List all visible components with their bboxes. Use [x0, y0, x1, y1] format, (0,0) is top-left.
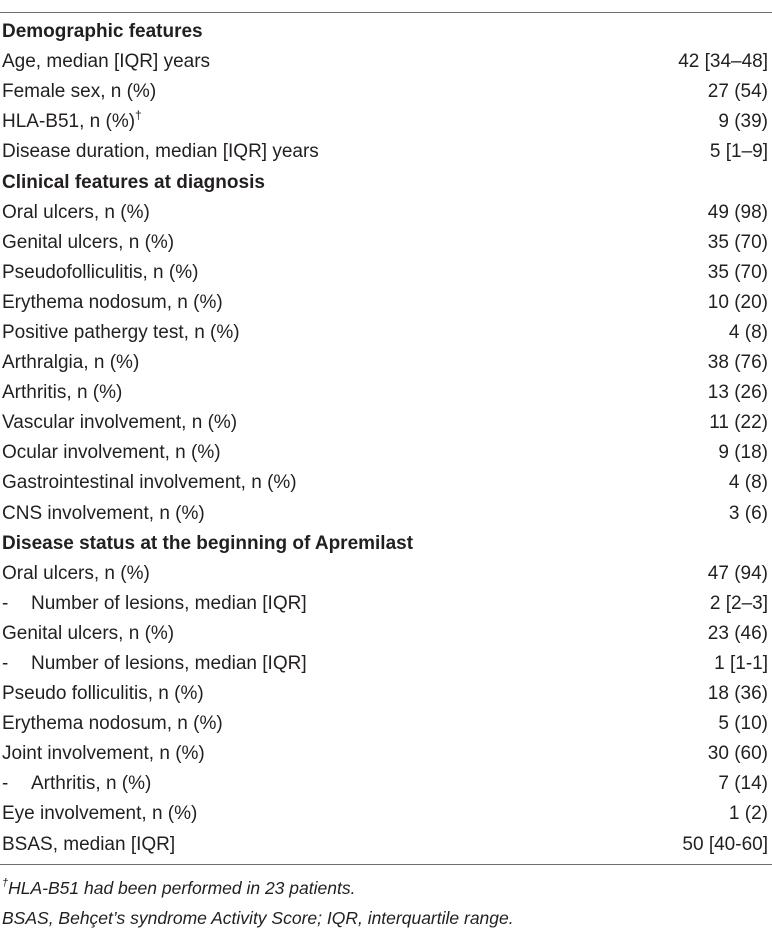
row-value: 4 (8): [728, 472, 768, 494]
sub-item-dash: -: [2, 653, 9, 675]
row-label-text: Arthritis, n (%): [2, 382, 123, 404]
table-row: [0, 378, 772, 408]
row-value: 27 (54): [707, 81, 768, 103]
row-label: [0, 679, 204, 709]
table-row: [0, 499, 772, 529]
table-subrow: [0, 589, 772, 619]
row-label: [0, 499, 205, 529]
row-label: [0, 559, 150, 589]
row-label-text: Female sex, n (%): [2, 81, 157, 103]
row-label-text: Disease duration, median [IQR] years: [2, 141, 319, 163]
table-row: [0, 77, 772, 107]
table-row: [0, 228, 772, 258]
row-value: 2 [2–3]: [709, 592, 768, 614]
row-value: 9 (39): [718, 111, 768, 133]
row-label-text: Pseudofolliculitis, n (%): [2, 261, 199, 283]
row-label-text: Pseudo folliculitis, n (%): [2, 683, 204, 705]
row-label-text: CNS involvement, n (%): [2, 502, 205, 524]
row-label: [0, 228, 174, 258]
row-value: 1 (2): [728, 803, 768, 825]
row-label-text: Oral ulcers, n (%): [2, 201, 150, 223]
table-subrow: [0, 649, 772, 679]
row-label: [0, 348, 139, 378]
row-label: [0, 438, 221, 468]
table-row: [0, 318, 772, 348]
row-label: [0, 378, 122, 408]
row-label: [0, 619, 174, 649]
table-row: [0, 468, 772, 498]
row-label: [0, 739, 205, 769]
row-value: 23 (46): [707, 622, 768, 644]
row-label-text: Demographic features: [2, 21, 203, 43]
row-label-text: Arthralgia, n (%): [2, 352, 140, 374]
row-label-text: Number of lesions, median [IQR]: [31, 592, 307, 614]
table-row: [0, 830, 772, 860]
table-row: [0, 438, 772, 468]
row-label: [0, 318, 240, 348]
row-label: [0, 709, 223, 739]
row-label-text: Erythema nodosum, n (%): [2, 713, 223, 735]
table-row: [0, 258, 772, 288]
row-label-text: Erythema nodosum, n (%): [2, 291, 223, 313]
section-header-row: [0, 529, 772, 559]
table-row: [0, 559, 772, 589]
footnote-dagger-text: HLA-B51 had been performed in 23 patients.: [8, 877, 356, 898]
row-label: [0, 589, 307, 619]
table-row: [0, 799, 772, 829]
row-label-text: Vascular involvement, n (%): [2, 412, 238, 434]
row-label: [0, 198, 150, 228]
row-label: [0, 408, 237, 438]
row-value: 1 [1-1]: [714, 653, 768, 675]
row-value: 30 (60): [707, 743, 768, 765]
footnote-marker: †: [135, 108, 142, 122]
dagger-mark: †: [2, 876, 9, 889]
row-label: [0, 107, 142, 137]
row-value: 3 (6): [728, 502, 768, 524]
row-label-text: Clinical features at diagnosis: [2, 171, 265, 193]
table-row: [0, 679, 772, 709]
table-row: [0, 107, 772, 137]
row-label-text: Number of lesions, median [IQR]: [31, 653, 307, 675]
sub-item-dash: -: [2, 592, 9, 614]
row-label: [0, 137, 319, 167]
row-label-text: Eye involvement, n (%): [2, 803, 198, 825]
row-label: [0, 799, 197, 829]
table-footnotes: [0, 865, 772, 933]
row-value: 47 (94): [707, 562, 768, 584]
row-label: [0, 288, 223, 318]
table-subrow: [0, 769, 772, 799]
row-value: 49 (98): [707, 201, 768, 223]
row-value: 42 [34–48]: [678, 51, 768, 73]
row-label-text: Genital ulcers, n (%): [2, 622, 175, 644]
row-label-text: Oral ulcers, n (%): [2, 562, 150, 584]
row-label: [0, 830, 175, 860]
table-row: [0, 348, 772, 378]
table-row: [0, 739, 772, 769]
row-value: 11 (22): [709, 412, 768, 434]
row-value: 50 [40-60]: [682, 833, 768, 855]
sub-item-dash: -: [2, 773, 9, 795]
table-row: [0, 198, 772, 228]
section-title: [0, 168, 265, 198]
row-label-text: Joint involvement, n (%): [2, 743, 205, 765]
row-value: 35 (70): [707, 261, 768, 283]
row-label-text: Ocular involvement, n (%): [2, 442, 221, 464]
row-label: [0, 258, 198, 288]
row-label: [0, 47, 210, 77]
footnote-abbreviations: BSAS, Behçet’s syndrome Activity Score; IQR, interquartile range.: [2, 907, 514, 928]
row-value: 13 (26): [707, 382, 768, 404]
row-label-text: Genital ulcers, n (%): [2, 231, 175, 253]
row-label-text: Gastrointestinal involvement, n (%): [2, 472, 297, 494]
footnote-dagger: [2, 873, 772, 903]
section-title: [0, 529, 413, 559]
row-value: 35 (70): [707, 231, 768, 253]
row-label: [0, 77, 156, 107]
row-label-text: Positive pathergy test, n (%): [2, 321, 240, 343]
table-body: [0, 13, 772, 860]
table-row: [0, 47, 772, 77]
table-row: [0, 137, 772, 167]
section-title: [0, 17, 203, 47]
table-row: [0, 288, 772, 318]
row-value: 9 (18): [718, 442, 768, 464]
row-value: 4 (8): [728, 321, 768, 343]
row-label: [0, 468, 297, 498]
table-row: [0, 619, 772, 649]
row-value: 7 (14): [718, 773, 768, 795]
row-value: 5 [1–9]: [709, 141, 768, 163]
row-value: 10 (20): [707, 291, 768, 313]
section-header-row: [0, 17, 772, 47]
row-label: [0, 769, 151, 799]
row-label-text: HLA-B51, n (%): [2, 111, 136, 133]
section-header-row: [0, 167, 772, 197]
row-label-text: BSAS, median [IQR]: [2, 833, 176, 855]
row-label-text: Arthritis, n (%): [31, 773, 152, 795]
row-label-text: Age, median [IQR] years: [2, 51, 211, 73]
row-label: [0, 649, 307, 679]
table-row: [0, 709, 772, 739]
table-row: [0, 408, 772, 438]
row-label-text: Disease status at the beginning of Apremilast: [2, 532, 414, 554]
row-value: 5 (10): [718, 713, 768, 735]
row-value: 18 (36): [707, 683, 768, 705]
row-value: 38 (76): [707, 352, 768, 374]
